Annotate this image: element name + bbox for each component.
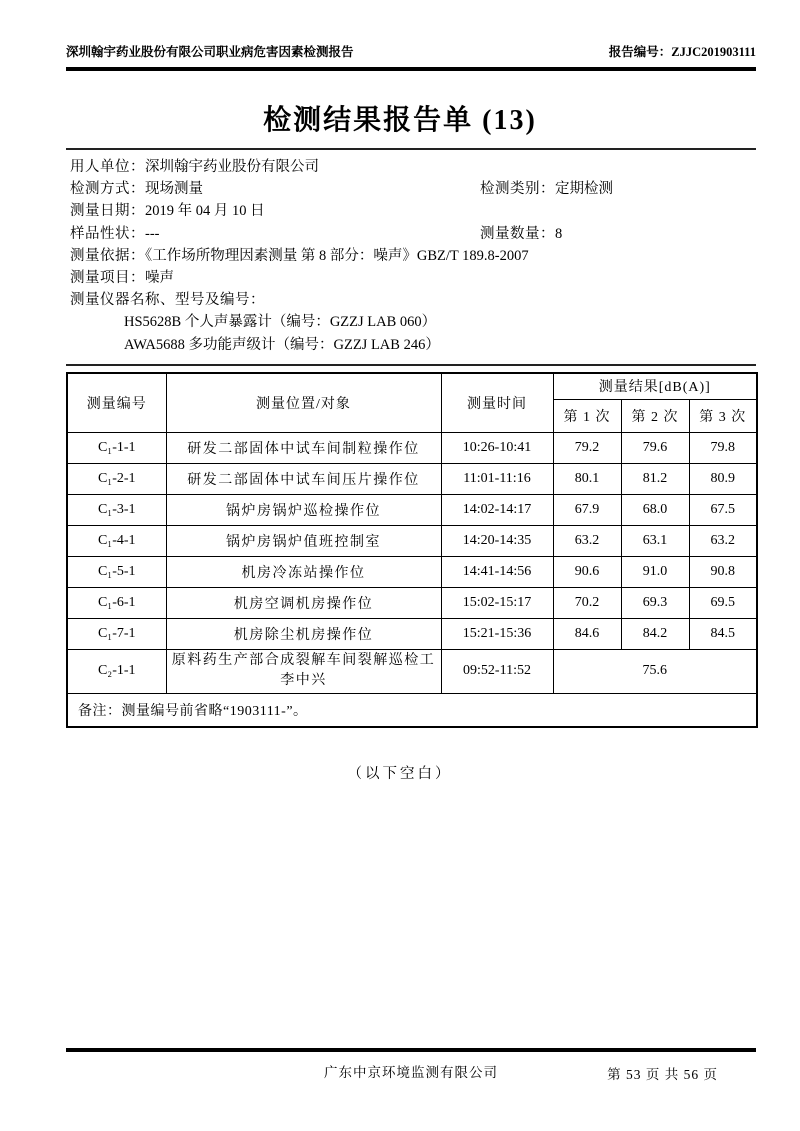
cell-time: 09:52-11:52 [441,649,553,693]
cell-result-3: 63.2 [689,525,757,556]
info-label: 检测类别： [480,181,555,198]
table-row [67,494,757,525]
cell-time: 10:26-10:41 [441,432,553,463]
info-label: 用人单位： [70,159,145,175]
cell-result-1: 80.1 [553,463,621,494]
col-header-result-group: 测量结果[dB(A)] [553,373,757,399]
instrument-text: AWA5688 多功能声级计（编号：GZZJ LAB 246） [124,336,440,353]
cell-time: 15:02-15:17 [441,587,553,618]
remark-row [67,693,757,727]
info-instrument-line [66,311,756,333]
info-value: 《工作场所物理因素测量 第 8 部分：噪声》GBZ/T 189.8-2007 [145,247,529,264]
cell-result-1: 70.2 [553,587,621,618]
cell-location: 锅炉房锅炉值班控制室 [166,525,441,556]
table-row [67,587,757,618]
table-row [67,618,757,649]
col-header-result-3: 第 3 次 [689,399,757,432]
cell-result-2: 63.1 [621,525,689,556]
blank-below-note: （以下空白） [347,766,453,782]
table-body [67,432,757,693]
result-table [66,372,758,728]
footer-company: 广东中京环境监测有限公司 [324,1065,498,1080]
info-value: 噪声 [145,270,174,287]
cell-measure-id: C₁-5-1 [67,556,166,587]
cell-result-1: 67.9 [553,494,621,525]
info-row [66,178,756,200]
cell-result-3: 69.5 [689,587,757,618]
page-title: 检测结果报告单 (13) [263,105,537,136]
col-header-result-1: 第 1 次 [553,399,621,432]
info-label: 测量日期： [70,203,145,220]
cell-location: 研发二部固体中试车间制粒操作位 [166,432,441,463]
info-label: 测量项目： [70,270,145,287]
document-header [66,42,756,71]
info-value: 定期检测 [555,181,613,198]
cell-result-2: 91.0 [621,556,689,587]
cell-measure-id: C₁-7-1 [67,618,166,649]
info-section [66,148,756,366]
header-left-title: 深圳翰宇药业股份有限公司职业病危害因素检测报告 [66,45,354,59]
table-row [67,432,757,463]
cell-time: 14:02-14:17 [441,494,553,525]
cell-location: 机房空调机房操作位 [166,587,441,618]
info-value: 2019 年 04 月 10 日 [145,203,265,220]
cell-time: 14:20-14:35 [441,525,553,556]
table-row [67,525,757,556]
cell-result-2: 68.0 [621,494,689,525]
info-label: 测量依据： [70,247,145,264]
cell-time: 14:41-14:56 [441,556,553,587]
cell-result-2: 69.3 [621,587,689,618]
cell-result-3: 79.8 [689,432,757,463]
info-row [66,223,756,245]
cell-measure-id: C₂-1-1 [67,649,166,693]
col-header-time: 测量时间 [441,373,553,432]
cell-location: 机房冷冻站操作位 [166,556,441,587]
col-header-result-2: 第 2 次 [621,399,689,432]
info-row [66,289,756,311]
info-row [66,245,756,267]
info-label: 检测方式： [70,181,145,198]
cell-location: 机房除尘机房操作位 [166,618,441,649]
cell-result-3: 90.8 [689,556,757,587]
info-row [66,267,756,289]
cell-result-1: 63.2 [553,525,621,556]
instrument-text: HS5628B 个人声暴露计（编号：GZZJ LAB 060） [124,314,437,331]
info-row [66,200,756,222]
cell-measure-id: C₁-3-1 [67,494,166,525]
info-row [66,156,756,178]
cell-location: 原料药生产部合成裂解车间裂解巡检工李中兴 [166,649,441,693]
table-remark: 备注：测量编号前省略“1903111-”。 [67,693,757,727]
cell-location: 锅炉房锅炉巡检操作位 [166,494,441,525]
table-row [67,556,757,587]
cell-result-1: 84.6 [553,618,621,649]
table-row [67,463,757,494]
cell-time: 15:21-15:36 [441,618,553,649]
document-footer [66,1048,756,1081]
cell-result-merged: 75.6 [553,649,757,693]
cell-result-1: 90.6 [553,556,621,587]
info-instrument-line [66,334,756,356]
cell-result-3: 67.5 [689,494,757,525]
info-label: 测量数量： [480,225,555,242]
info-value: --- [145,225,160,242]
info-right-pair [480,223,562,245]
footer-page-number: 第 53 页 共 56 页 [607,1067,718,1082]
info-right-pair [480,178,613,200]
info-value: 深圳翰宇药业股份有限公司 [145,159,319,175]
header-report-number: 报告编号：ZJJC201903111 [608,45,756,59]
table-row [67,649,757,693]
info-value: 现场测量 [145,181,203,198]
cell-result-3: 80.9 [689,463,757,494]
table-header [67,373,757,432]
cell-measure-id: C₁-4-1 [67,525,166,556]
info-label: 测量仪器名称、型号及编号： [70,292,265,309]
cell-measure-id: C₁-2-1 [67,463,166,494]
cell-result-2: 84.2 [621,618,689,649]
info-value: 8 [555,225,563,242]
info-label: 样品性状： [70,225,145,242]
cell-measure-id: C₁-1-1 [67,432,166,463]
cell-result-3: 84.5 [689,618,757,649]
cell-location: 研发二部固体中试车间压片操作位 [166,463,441,494]
cell-result-2: 81.2 [621,463,689,494]
col-header-measure-id: 测量编号 [67,373,166,432]
cell-result-2: 79.6 [621,432,689,463]
cell-result-1: 79.2 [553,432,621,463]
cell-measure-id: C₁-6-1 [67,587,166,618]
col-header-location: 测量位置/对象 [166,373,441,432]
cell-time: 11:01-11:16 [441,463,553,494]
